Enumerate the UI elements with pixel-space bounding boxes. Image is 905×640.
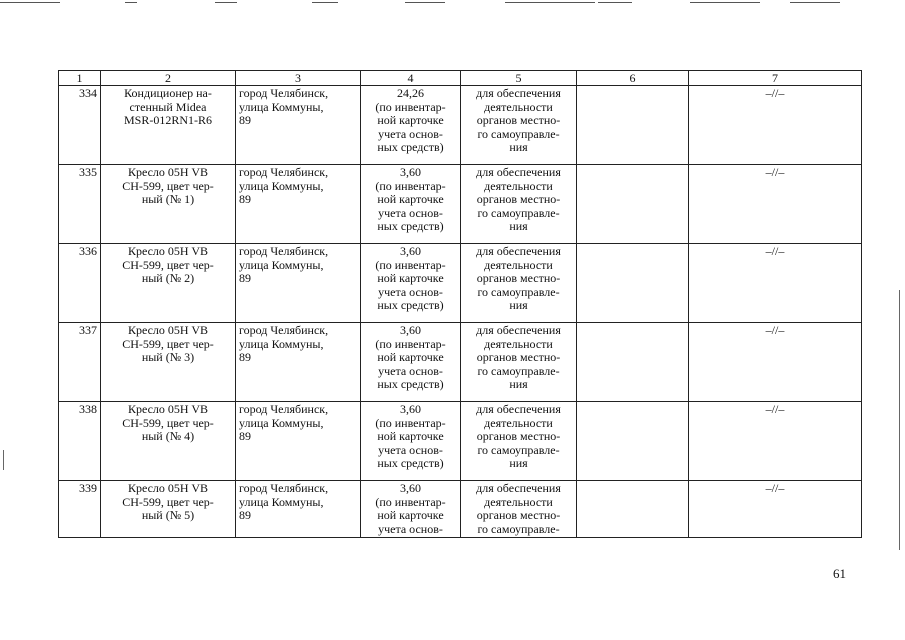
scan-artifact-line — [690, 2, 760, 3]
scan-artifact-line — [598, 2, 632, 3]
item-purpose: для обеспечения деятельности органов местно- го самоуправле- ния — [476, 402, 561, 471]
column-header: 3 — [236, 71, 361, 86]
column-header: 5 — [461, 71, 577, 86]
row-number: 338 — [59, 402, 101, 481]
item-address: город Челябинск, улица Коммуны, 89 — [239, 244, 329, 286]
item-address: город Челябинск, улица Коммуны, 89 — [239, 481, 329, 523]
item-name: Кресло 05H VB CH-599, цвет чер- ный (№ 2) — [122, 244, 214, 286]
table-row — [59, 165, 862, 244]
item-col7: –//– — [689, 402, 862, 481]
table-row — [59, 323, 862, 402]
table-row — [59, 244, 862, 323]
item-value: 3,60 (по инвентар- ной карточке учета основ- ных средств) — [375, 244, 446, 313]
item-address: город Челябинск, улица Коммуны, 89 — [239, 402, 329, 444]
item-col6 — [577, 481, 689, 538]
item-col6 — [577, 86, 689, 165]
column-header: 2 — [101, 71, 236, 86]
item-col6 — [577, 165, 689, 244]
item-col6 — [577, 402, 689, 481]
item-value: 3,60 (по инвентар- ной карточке учета основ- — [375, 481, 446, 536]
row-number: 336 — [59, 244, 101, 323]
item-name: Кресло 05H VB CH-599, цвет чер- ный (№ 3) — [122, 323, 214, 365]
row-number: 339 — [59, 481, 101, 538]
item-value: 24,26 (по инвентар- ной карточке учета основ- ных средств) — [375, 86, 446, 155]
item-col6 — [577, 244, 689, 323]
inventory-table — [58, 70, 862, 538]
item-purpose: для обеспечения деятельности органов местно- го самоуправле- ния — [476, 323, 561, 392]
item-col7: –//– — [689, 244, 862, 323]
item-value: 3,60 (по инвентар- ной карточке учета основ- ных средств) — [375, 402, 446, 471]
item-address: город Челябинск, улица Коммуны, 89 — [239, 165, 329, 207]
scan-artifact-line — [125, 2, 137, 3]
table-row — [59, 402, 862, 481]
scan-artifact-line — [405, 2, 445, 3]
column-header: 4 — [361, 71, 461, 86]
item-purpose: для обеспечения деятельности органов местно- го самоуправле- ния — [476, 244, 561, 313]
row-number: 334 — [59, 86, 101, 165]
table-row — [59, 481, 862, 538]
item-name: Кресло 05H VB CH-599, цвет чер- ный (№ 4) — [122, 402, 214, 444]
item-col7: –//– — [689, 165, 862, 244]
scan-artifact-line — [0, 2, 60, 3]
item-address: город Челябинск, улица Коммуны, 89 — [239, 323, 329, 365]
scan-artifact-line — [790, 2, 840, 3]
item-value: 3,60 (по инвентар- ной карточке учета основ- ных средств) — [375, 165, 446, 234]
item-address: город Челябинск, улица Коммуны, 89 — [239, 86, 329, 128]
scan-edge-right — [899, 290, 900, 550]
item-name: Кресло 05H VB CH-599, цвет чер- ный (№ 1) — [122, 165, 214, 207]
item-purpose: для обеспечения деятельности органов местно- го самоуправле- ния — [476, 86, 561, 155]
scan-artifact-line — [505, 2, 595, 3]
item-col7: –//– — [689, 86, 862, 165]
item-col6 — [577, 323, 689, 402]
item-value: 3,60 (по инвентар- ной карточке учета основ- ных средств) — [375, 323, 446, 392]
scan-artifact-line — [312, 2, 338, 3]
table-header-row — [59, 71, 862, 86]
column-header: 1 — [59, 71, 101, 86]
item-purpose: для обеспечения деятельности органов местно- го самоуправле- — [476, 481, 561, 536]
item-col7: –//– — [689, 481, 862, 538]
item-purpose: для обеспечения деятельности органов местно- го самоуправле- ния — [476, 165, 561, 234]
column-header: 6 — [577, 71, 689, 86]
scan-artifact-line — [215, 2, 237, 3]
row-number: 335 — [59, 165, 101, 244]
table-row — [59, 86, 862, 165]
item-col7: –//– — [689, 323, 862, 402]
item-name: Кресло 05H VB CH-599, цвет чер- ный (№ 5) — [122, 481, 214, 523]
item-name: Кондиционер на- стенный Midea MSR-012RN1-R6 — [123, 86, 212, 128]
column-header: 7 — [689, 71, 862, 86]
page-number: 61 — [833, 566, 846, 581]
row-number: 337 — [59, 323, 101, 402]
scan-edge-left — [3, 450, 4, 470]
